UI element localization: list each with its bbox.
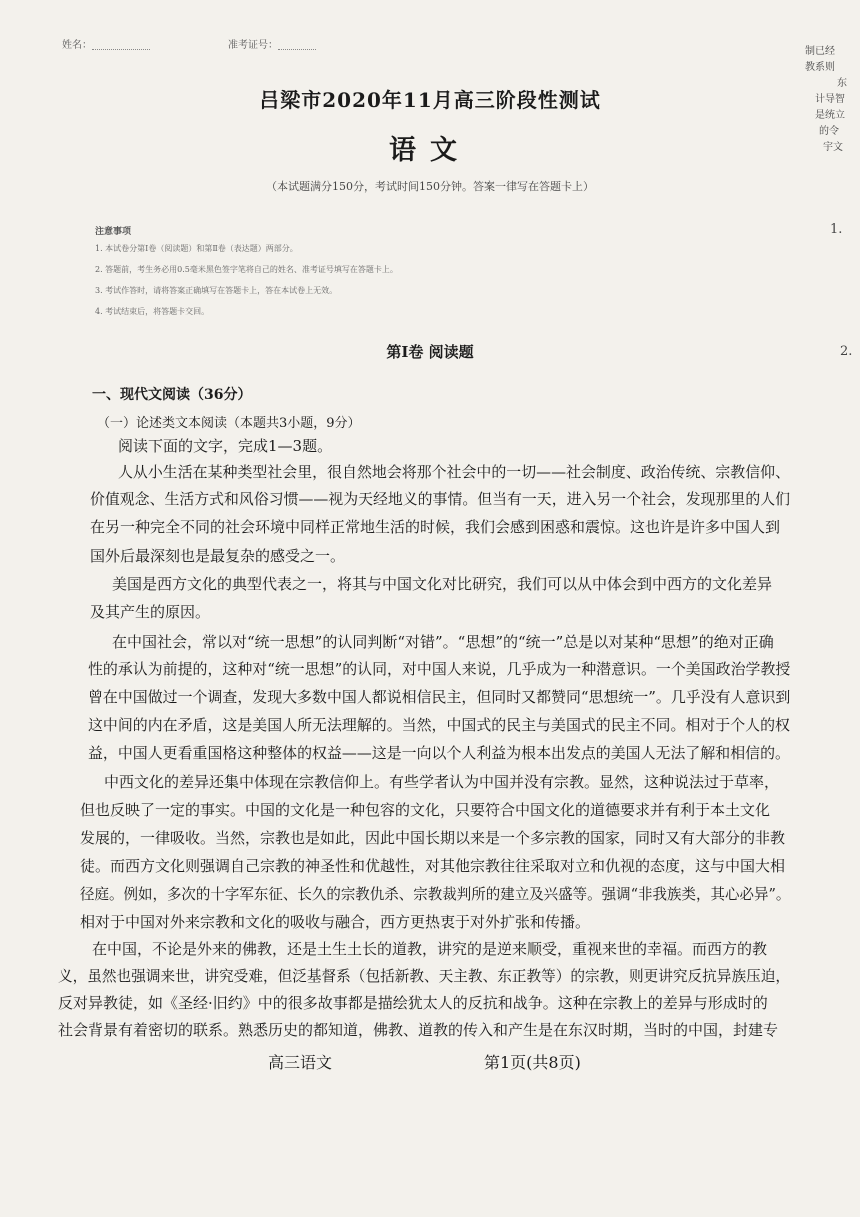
passage-line: 人从小生活在某种类型社会里，很自然地会将那个社会中的一切——社会制度、政治传统、宗教信仰、 <box>118 463 791 481</box>
passage-line: 但也反映了一定的事实。中国的文化是一种包容的文化，只要符合中国文化的道德要求并有利于本土文化 <box>80 801 771 819</box>
footer-page-number: 第1页(共8页) <box>484 1053 581 1072</box>
passage-line: 在中国，不论是外来的佛教，还是土生土长的道教，讲究的是逆来顺受，重视来世的幸福。而西方的教 <box>92 940 768 958</box>
passage-line: 美国是西方文化的典型代表之一，将其与中国文化对比研究，我们可以从中体会到中西方的文化差异 <box>112 575 773 593</box>
passage-line: 义，虽然也强调来世，讲究受难，但泛基督系（包括新教、天主教、东正教等）的宗教，则更讲究反抗异族压迫， <box>58 967 791 985</box>
strip-line: 东 <box>837 78 847 89</box>
subject-title: 语文 <box>389 135 471 166</box>
passage-line: 国外后最深刻也是最复杂的感受之一。 <box>90 547 346 565</box>
strip-line: 的令 <box>819 126 839 137</box>
strip-number: 2. <box>840 344 853 359</box>
passage-line: 反对异教徒，如《圣经·旧约》中的很多故事都是描绘犹太人的反抗和战争。这种在宗教上的差异与形成时的 <box>58 994 768 1012</box>
volume-title: 第Ⅰ卷 阅读题 <box>386 343 474 361</box>
exam-note: （本试题满分150分，考试时间150分钟。答案一律写在答题卡上） <box>266 180 594 193</box>
passage-line: 径庭。例如，多次的十字军东征、长久的宗教仇杀、宗教裁判所的建立及兴盛等。强调“非我族类，其心必异”。 <box>80 885 791 903</box>
section-title: 一、现代文阅读（36分） <box>92 387 252 403</box>
passage-line: 发展的，一律吸收。当然，宗教也是如此，因此中国长期以来是一个多宗教的国家，同时又有大部分的非教 <box>80 829 786 847</box>
passage-line: 中西文化的差异还集中体现在宗教信仰上。有些学者认为中国并没有宗教。显然，这种说法过于草率， <box>104 773 780 791</box>
strip-line: 是统立 <box>815 110 845 121</box>
passage-line: 相对于中国对外来宗教和文化的吸收与融合，西方更热衷于对外扩张和传播。 <box>80 913 591 931</box>
passage-instruction: 阅读下面的文字，完成1—3题。 <box>118 437 333 455</box>
exam-number-underline <box>278 49 316 50</box>
exam-title: 吕梁市2020年11月高三阶段性测试 <box>259 88 601 112</box>
strip-number: 1. <box>830 222 843 237</box>
notice-heading: 注意事项 <box>95 227 132 237</box>
passage-line: 曾在中国做过一个调查，发现大多数中国人都说相信民主，但同时又都赞同“思想统一”。几乎没有人意识到 <box>88 688 791 706</box>
notice-item: 3. 考试作答时，请将答案正确填写在答题卡上，答在本试卷上无效。 <box>95 286 338 295</box>
passage-line: 社会背景有着密切的联系。熟悉历史的都知道，佛教、道教的传入和产生是在东汉时期，当时的中国，封建专 <box>58 1021 779 1039</box>
notice-item: 4. 考试结束后，将答题卡交回。 <box>95 307 210 316</box>
footer-subject: 高三语文 <box>268 1053 333 1072</box>
subsection-title: （一）论述类文本阅读（本题共3小题，9分） <box>97 416 361 431</box>
exam-number-label: 准考证号： <box>228 40 278 51</box>
notice-item: 2. 答题前，考生务必用0.5毫米黑色签字笔将自己的姓名、准考证号填写在答题卡上。 <box>95 265 398 274</box>
strip-line: 计导智 <box>815 94 845 105</box>
passage-line: 在中国社会，常以对“统一思想”的认同判断“对错”。“思想”的“统一”总是以对某种“思想”的绝对正确 <box>112 633 774 651</box>
strip-line: 制已经 <box>805 46 835 57</box>
strip-line: 教系则 <box>805 62 835 73</box>
name-underline <box>92 49 150 50</box>
strip-line: 宇文 <box>823 142 843 153</box>
passage-line: 徒。而西方文化则强调自己宗教的神圣性和优越性，对其他宗教往往采取对立和仇视的态度，这与中国大相 <box>80 857 786 875</box>
name-label: 姓名： <box>62 40 92 51</box>
passage-line: 价值观念、生活方式和风俗习惯——视为天经地义的事情。但当有一天，进入另一个社会，发现那里的人们 <box>90 490 791 508</box>
passage-line: 这中间的内在矛盾，这是美国人所无法理解的。当然，中国式的民主与美国式的民主不同。相对于个人的权 <box>88 716 790 734</box>
passage-line: 性的承认为前提的，这种对“统一思想”的认同，对中国人来说，几乎成为一种潜意识。一个美国政治学教授 <box>88 660 791 678</box>
passage-line: 益，中国人更看重国格这种整体的权益——这是一向以个人利益为根本出发点的美国人无法了解和相信的。 <box>88 744 790 762</box>
passage-line: 及其产生的原因。 <box>90 603 211 621</box>
notice-item: 1. 本试卷分第Ⅰ卷（阅读题）和第Ⅱ卷（表达题）两部分。 <box>95 244 298 253</box>
passage-line: 在另一种完全不同的社会环境中同样正常地生活的时候，我们会感到困惑和震惊。这也许是许多中国人到 <box>90 518 781 536</box>
